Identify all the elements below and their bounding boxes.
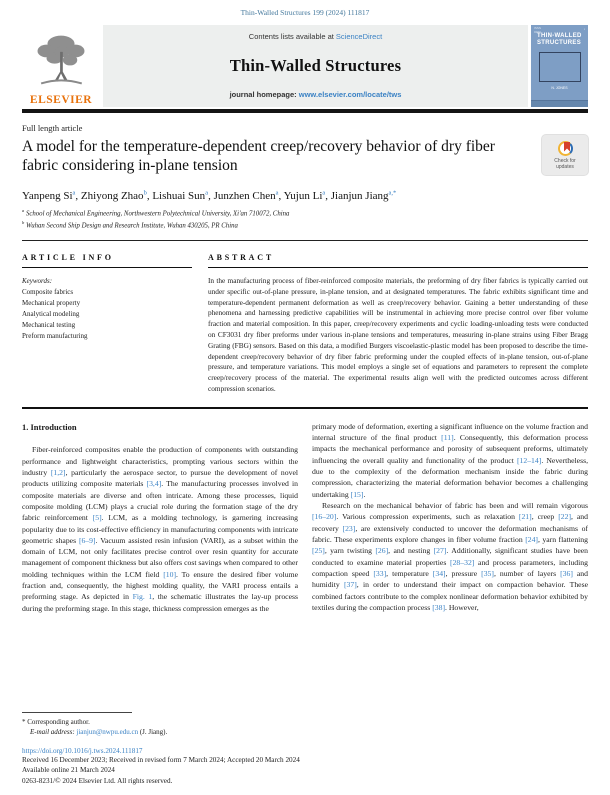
- contents-line: [249, 32, 382, 41]
- author-list: [22, 190, 588, 203]
- elsevier-logo[interactable]: [22, 25, 100, 107]
- citation-link[interactable]: [6–9]: [78, 535, 96, 545]
- article-type-label: Full length article: [22, 123, 83, 133]
- citation-link[interactable]: [3,4]: [146, 479, 162, 489]
- citation-link[interactable]: [27]: [433, 546, 447, 556]
- cover-bottom-strip: [531, 100, 588, 107]
- cover-title: THIN-WALLED STRUCTURES: [537, 33, 582, 46]
- citation-link[interactable]: [26]: [375, 546, 389, 556]
- citation-link[interactable]: [11]: [441, 433, 454, 443]
- citation-link[interactable]: [33]: [373, 568, 387, 578]
- cover-frame: [539, 52, 581, 82]
- keyword: Composite fabrics: [22, 288, 74, 297]
- affiliation: $^b$ Wuhan Second Ship Design and Research Institute, Wuhan 430205, PR China: [22, 220, 238, 230]
- elsevier-wordmark: ELSEVIER: [29, 94, 93, 106]
- doi-link[interactable]: https://doi.org/10.1016/j.tws.2024.111817: [22, 746, 143, 755]
- affiliation: $^a$ School of Mechanical Engineering, Northwestern Polytechnical University, Xi'an 710072, China: [22, 208, 290, 218]
- heading-rule: [208, 267, 588, 268]
- section-divider-thin: [22, 240, 588, 241]
- masthead-center: [103, 25, 528, 107]
- author: Yanpeng Si$^a$,: [22, 189, 81, 203]
- heading-rule: [22, 267, 192, 268]
- citation-link[interactable]: [21]: [518, 512, 532, 522]
- citation-link[interactable]: [1,2]: [50, 467, 66, 477]
- author: Lishuai Sun$^a$,: [152, 189, 214, 203]
- citation-link[interactable]: [5]: [92, 513, 102, 523]
- crossmark-icon: [558, 141, 573, 156]
- citation-link[interactable]: [16–20]: [312, 512, 337, 522]
- running-head: Thin-Walled Structures 199 (2024) 111817: [240, 8, 370, 17]
- figure-link[interactable]: Fig. 1: [132, 592, 153, 602]
- citation-link[interactable]: [37]: [343, 580, 357, 590]
- sciencedirect-link[interactable]: ScienceDirect: [335, 32, 383, 41]
- email-line: [22, 727, 588, 738]
- contents-prefix: Contents lists available at: [248, 32, 336, 41]
- homepage-label: journal homepage:: [229, 90, 299, 99]
- citation-link[interactable]: [25]: [312, 546, 325, 556]
- homepage-line: [230, 90, 402, 99]
- copyright-line: 0263-8231/© 2024 Elsevier Ltd. All rights reserved.: [22, 776, 173, 785]
- footnote-rule: [22, 712, 132, 713]
- author: Jianjun Jiang$^{a,*}$: [330, 189, 397, 203]
- article-body: [22, 421, 588, 683]
- keywords-label: Keywords:: [22, 277, 53, 286]
- badge-label: Check for updates: [554, 157, 576, 170]
- journal-title: Thin-Walled Structures: [229, 55, 402, 75]
- citation-link[interactable]: [34]: [432, 568, 446, 578]
- citation-link[interactable]: [28–32]: [450, 557, 475, 567]
- body-paragraph: Fiber-reinforced composites enable the production of components with outstanding performance and lightweight characteristics, prompting various sectors within the industry [1,2], particularly the aerospace sector, to pursue the development of novel products utilizing composite materials [3,4]. The manufacturing processes involved in composite materials are diverse and often intricate. Among these processes, liquid composite molding (LCM) plays a crucial role during the formation stage of the dry fabric reinforcement [5]. LCM, as a molding technology, is garnering increasing popularity due to its cost-effective efficiency in manufacturing components with intricate geometric shapes [6–9]. Vacuum assisted resin infusion (VARI), as a subset within the domain of LCM, not only facilitates precise control over resin quantity for accurate management of component thickness but also offers cost savings when compared to other molding techniques within the LCM field [10]. To ensure the desired fiber volume fraction and, consequently, the highest molding quality, the VARI process entails a preforming stage. As depicted in Fig. 1, the schematic illustrates the lay-up process during the preforming stage. In this stage, thickness compression emerges as the: [22, 445, 298, 613]
- info-abstract-section: [22, 253, 588, 395]
- article-info-column: [22, 253, 192, 395]
- body-column-right: [312, 421, 588, 683]
- author-affil-sup[interactable]: a: [72, 189, 76, 197]
- keyword: Analytical modeling: [22, 310, 80, 319]
- email-label: E-mail address:: [30, 728, 77, 737]
- bookmark-icon: [564, 142, 570, 152]
- author-affil-sup[interactable]: a: [205, 189, 209, 197]
- corresponding-line: * Corresponding author.: [22, 717, 90, 726]
- received-dates: Received 16 December 2023; Received in revised form 7 March 2024; Accepted 20 March 2024: [22, 755, 300, 764]
- page-footer: [22, 712, 588, 795]
- citation-link[interactable]: [23]: [342, 523, 356, 533]
- journal-cover-thumbnail[interactable]: [531, 25, 588, 107]
- citation-link[interactable]: [38]: [432, 602, 446, 612]
- citation-link[interactable]: [24]: [525, 534, 538, 544]
- abstract-heading: ABSTRACT: [208, 253, 274, 263]
- citation-link[interactable]: [22]: [558, 512, 572, 522]
- citation-link[interactable]: [36]: [560, 568, 573, 578]
- author-affil-sup[interactable]: a,*: [388, 189, 397, 197]
- citation-link[interactable]: [12–14]: [516, 455, 542, 465]
- keyword: Preform manufacturing: [22, 332, 88, 341]
- homepage-url-link[interactable]: www.elsevier.com/locate/tws: [298, 90, 402, 99]
- article-title: A model for the temperature-dependent creep/recovery behavior of dry fiber fabric considering in-plane tension: [22, 138, 495, 174]
- email-link[interactable]: jianjun@nwpu.edu.cn: [76, 728, 139, 737]
- author: Junzhen Chen$^a$,: [213, 189, 284, 203]
- masthead: [22, 25, 588, 107]
- email-suffix: (J. Jiang).: [138, 728, 168, 737]
- elsevier-tree-icon: [32, 32, 90, 93]
- body-paragraph: primary mode of deformation, exerting a significant influence on the volume fraction and internal structure of the final product [11]. Consequently, this deformation process impacts the mechanical performance and porosity of subsequent preforms, ultimately influencing the overall quality and functionality of the product [12–14]. Nevertheless, due to the complexity of the deformation mechanism inside the fabric during compression, characterizing the material deformation behavior becomes a challenging undertaking [15].: [312, 421, 588, 499]
- citation-link[interactable]: [10]: [163, 569, 177, 579]
- cover-editor: N. JONES: [551, 85, 568, 90]
- abstract-column: [208, 253, 588, 395]
- abstract-text: In the manufacturing process of fiber-reinforced composite materials, the preforming of dry fiber fabrics is typically carried out under specific out-of-plane pressure, in-plane tension, and at designated temperatures. The fabric exhibits significant time and temperature-dependent permanent deformation as well as creep/recovery behavior. Gaining a better understanding of these phenomena and harnessing predictive capabilities will be instrumental in achieving more precise control over fiber volume fraction and material composition. In this paper, creep/recovery experiments and cyclic loading-unloading tests were conducted on CF3031 dry fiber preforms under various in-plane tensions and temperatures, measuring in-plane strains using Fiber Bragg Grating (FBG) sensors. Based on this data, a modified Burgers viscoelastic-plastic model has been proposed to describe the time-dependent creep/recovery behavior of dry fiber fabric preforming under the coupled effects of in-plane tension, out-of-plane pressure, and temperature variations. This model employs a single set of equations and parameters to represent the complete creep/recovery process of the material. The experimental results align well with the predicted outcomes across different compression scenarios.: [208, 276, 588, 394]
- body-paragraph: Research on the mechanical behavior of fabric has been and will remain vigorous [16–20]. Various compression experiments, such as relaxation [21], creep [22], and recovery [23], are extensively conducted to uncover the deformation mechanisms of fabric. These experiments explore changes in fiber volume fraction [24], yarn flattening [25], yarn twisting [26], and nesting [27]. Additionally, significant studies have been conducted to examine material properties [28–32] and process parameters, including compaction speed [33], temperature [34], pressure [35], number of layers [36] and humidity [37], in order to understand their impact on compaction behavior. These combined factors contribute to the complex nonlinear deformation behavior exhibited by textiles during the compaction process [38]. However,: [312, 501, 588, 612]
- doi-line: [22, 747, 588, 755]
- article-head: [22, 113, 588, 232]
- affiliation-list: [22, 208, 588, 232]
- available-online: Available online 21 March 2024: [22, 766, 115, 775]
- introduction-heading: 1. Introduction: [22, 421, 77, 432]
- article-info-heading: ARTICLE INFO: [22, 253, 114, 263]
- check-for-updates-badge[interactable]: [542, 135, 588, 175]
- cover-corner-text2: ▪: [583, 27, 585, 31]
- citation-link[interactable]: [35]: [481, 568, 494, 578]
- citation-link[interactable]: [15]: [350, 489, 364, 499]
- author-affil-sup[interactable]: b: [143, 189, 147, 197]
- keyword: Mechanical property: [22, 299, 81, 308]
- section-divider-thick: [22, 407, 588, 409]
- cover-corner-text: ISSN 0263: [534, 26, 542, 34]
- corresponding-author-note: [22, 717, 588, 738]
- author-affil-sup[interactable]: a: [275, 189, 279, 197]
- author: Yujun Li$^a$,: [283, 189, 331, 203]
- body-column-left: [22, 421, 298, 683]
- author: Zhiyong Zhao$^b$,: [80, 189, 153, 203]
- author-affil-sup[interactable]: a: [322, 189, 326, 197]
- keyword: Mechanical testing: [22, 321, 76, 330]
